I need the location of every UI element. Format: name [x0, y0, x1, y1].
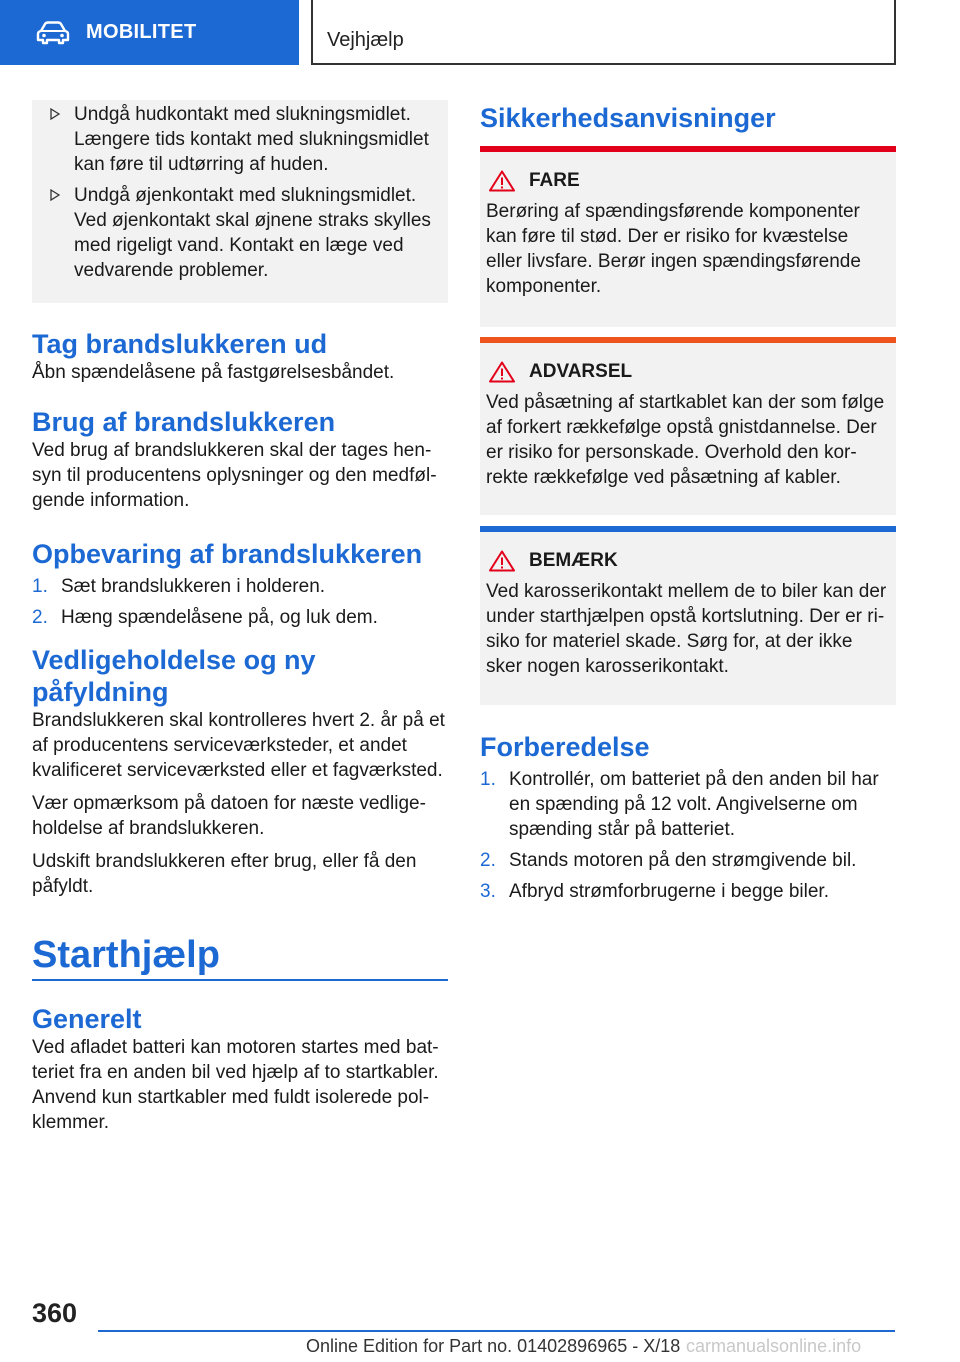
paragraph: Brandslukkeren skal kontrolleres hvert 2. år på et af producentens serviceværksteder, et andet kvalificeret serviceværksted eller et fagværksted.: [32, 710, 445, 781]
list-item: 1. Sæt brandslukkeren i holderen.: [32, 576, 326, 597]
paragraph: Ved afladet batteri kan motoren startes med batteriet fra en anden bil ved hjælp af to startkabler. Anvend kun startkabler med fuldt isolerede polklemmer.: [32, 1037, 439, 1133]
safety-bullet-box: [32, 100, 448, 303]
chapter-title: Vejhjælp: [327, 29, 404, 51]
footer-edition: Online Edition for Part no. 01402896965 - X/18: [306, 1336, 681, 1356]
heading-forberedelse: Forberedelse: [480, 732, 650, 762]
heading-starthjaelp: Starthjælp: [32, 934, 220, 976]
heading-tag-ud: Tag brandslukkeren ud: [32, 329, 328, 359]
heading-generelt: Generelt: [32, 1004, 142, 1034]
warning-text: Ved påsætning af startkablet kan der som følge af forkert rækkefølge opstå gnistdannelse. Der er risiko for personskade. Overhold den korrekte rækkefølge ved påsætning af kabler.: [486, 392, 885, 488]
page-number: 360: [32, 1298, 78, 1328]
footer-rule: [98, 1330, 895, 1332]
section-tab: [0, 0, 299, 65]
right-column: [480, 100, 896, 910]
heading-vedligehold: Vedligeholdelse og ny påfyldning: [32, 645, 316, 707]
heading-opbevaring: Opbevaring af brandslukkeren: [32, 539, 423, 569]
list-item: Undgå øjenkontakt med slukningsmidlet. Ved øjenkontakt skal øjnene straks skylles med rigeligt vand. Kontakt en læge ved vedvarende problemer.: [42, 183, 438, 283]
warning-level: BEMÆRK: [529, 550, 618, 571]
warning-text: Berøring af spændingsførende komponenter kan føre til stød. Der er risiko for kvæstelse eller livsfare. Berør ingen spændingsførende komponenter.: [486, 201, 861, 297]
list-item: Undgå hudkontakt med slukningsmidlet. Længere tids kontakt med slukningsmidlet kan føre til udtørring af huden.: [42, 102, 438, 177]
paragraph: Åbn spændelåsene på fastgørelsesbåndet.: [32, 362, 395, 383]
warning-fare: [480, 146, 896, 327]
chapter-heading-rule: [32, 933, 448, 981]
warning-triangle-icon: [489, 361, 515, 383]
warning-level: ADVARSEL: [529, 361, 633, 382]
section-label: MOBILITET: [86, 21, 197, 43]
warning-triangle-icon: [489, 170, 515, 192]
warning-level: FARE: [529, 170, 580, 191]
list-item: 3. Afbryd strømforbrugerne i begge biler.: [480, 881, 829, 902]
triangle-bullet-icon: [50, 108, 60, 120]
heading-sikkerhed: Sikkerhedsanvisninger: [480, 103, 776, 133]
list-item: 1. Kontrollér, om batteriet på den anden bil har en spænding på 12 volt. Angivelserne om spænding står på batteriet.: [480, 769, 879, 840]
list-item: 2. Hæng spændelåsene på, og luk dem.: [32, 607, 378, 628]
chapter-header: [311, 0, 896, 65]
footer-watermark: carmanualsonline.info: [686, 1336, 862, 1356]
paragraph: Vær opmærksom på datoen for næste vedligeholdelse af brandslukkeren.: [32, 793, 426, 839]
car-icon: [36, 21, 70, 45]
triangle-bullet-icon: [50, 189, 60, 201]
warning-triangle-icon: [489, 550, 515, 572]
warning-bemaerk: [480, 526, 896, 705]
heading-brug: Brug af brandslukkeren: [32, 407, 336, 437]
list-item: 2. Stands motoren på den strømgivende bil.: [480, 850, 857, 871]
left-column: [32, 100, 448, 1135]
warning-advarsel: [480, 337, 896, 515]
warning-text: Ved karosserikontakt mellem de to biler kan der under starthjælpen opstå kortslutning. Der er risiko for materiel skade. Sørg for, at der ikke sker nogen karosserikontakt.: [486, 581, 887, 677]
paragraph: Udskift brandslukkeren efter brug, eller få den påfyldt.: [32, 851, 417, 897]
paragraph: Ved brug af brandslukkeren skal der tages hensyn til producentens oplysninger og den medfølgende information.: [32, 440, 437, 511]
